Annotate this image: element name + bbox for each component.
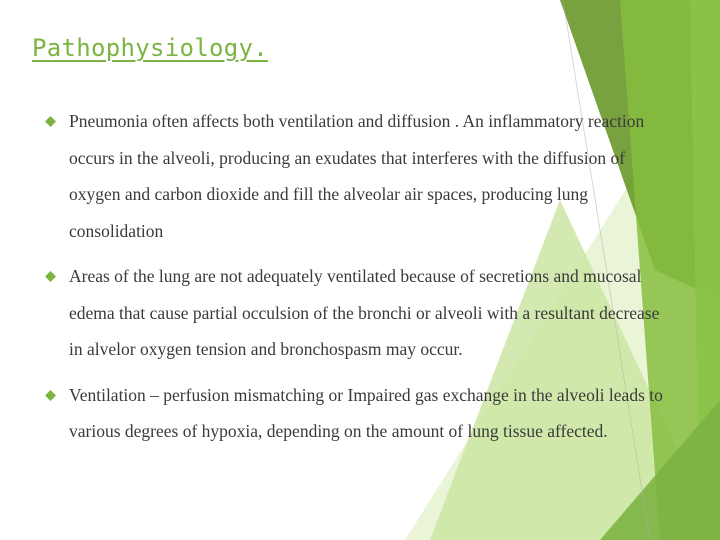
bullet-list (44, 103, 674, 450)
bullet-text: Pneumonia often affects both ventilation and diffusion . An inflammatory reaction occurs in the alveoli, producing an exudates that interferes with the diffusion of oxygen and carbon dioxide and fill the alveolar air spaces, producing lung consolidation (69, 111, 645, 241)
slide-title: Pathophysiology. (32, 34, 268, 62)
diamond-bullet-icon (45, 116, 56, 127)
bullet-text: Ventilation – perfusion mismatching or Impaired gas exchange in the alveoli leads to various degrees of hypoxia, depending on the amount of lung tissue affected. (69, 384, 663, 441)
diamond-bullet-icon (45, 271, 56, 282)
bullet-item-areas-not-ventilated (44, 258, 674, 368)
bullet-item-ventilation-diffusion (44, 103, 674, 249)
bullet-text: Areas of the lung are not adequately ventilated because of secretions and mucosal edema that cause partial occulsion of the bronchi or alveoli with a resultant decrease in alvelor oxygen tension and bronchospasm may occur. (69, 266, 660, 359)
diamond-bullet-icon (45, 390, 56, 401)
bullet-item-perfusion-mismatch (44, 377, 674, 450)
